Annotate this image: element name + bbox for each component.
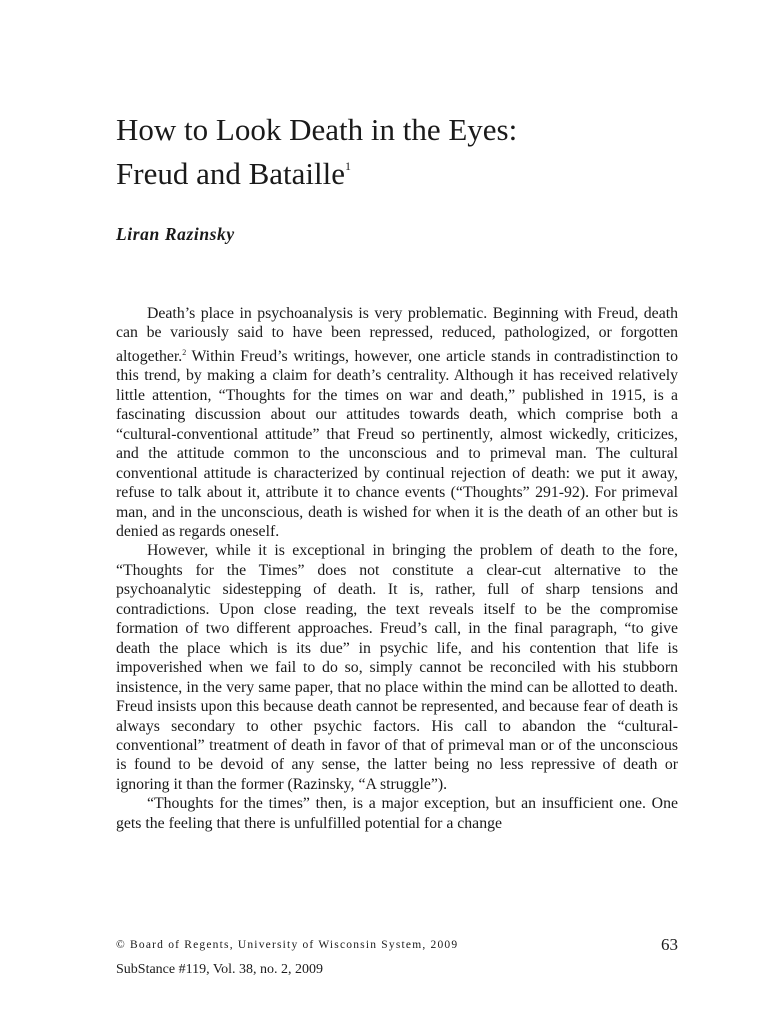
author-name: Liran Razinsky (116, 224, 235, 244)
paragraph-1-part-b: Within Freud’s writings, however, one article stands in contradistinction to this trend, by making a claim for death’s centrality. Although it has received relatively little attention, “Thoughts for the times on war and death,” published in 1915, is a fascinating discussion about our attitudes towards death, which comprise both a “cultural-conventional attitude” that Freud so pertinently, almost wickedly, criticizes, and the attitude common to the unconscious and to primeval man. The cultural conventional attitude is characterized by continual rejection of death: we put it away, refuse to talk about it, attribute it to chance events (“Thoughts” 291-92). For primeval man, and in the unconscious, death is wished for when it is the death of an other but is denied as regards oneself. (116, 347, 678, 540)
footer (116, 937, 678, 957)
paragraph-1 (116, 304, 678, 541)
paragraph-3: “Thoughts for the times” then, is a major exception, but an insufficient one. One gets the feeling that there is unfulfilled potential for a change (116, 795, 678, 832)
page-number: 63 (661, 935, 678, 954)
title-line-2: Freud and Bataille (116, 156, 345, 191)
journal-citation: SubStance #119, Vol. 38, no. 2, 2009 (116, 962, 324, 977)
title-line-1: How to Look Death in the Eyes: (116, 112, 518, 147)
article-title (116, 112, 676, 192)
paragraph-2: However, while it is exceptional in bringing the problem of death to the fore, “Thoughts for the Times” does not constitute a clear-cut alternative to the psychoanalytic sidestepping of death. It is, rather, full of sharp tensions and contradictions. Upon close reading, the text reveals itself to be the compromise formation of two different approaches. Freud’s call, in the final paragraph, “to give death the place which is its due” in psychic life, and his contention that life is impoverished when we fail to do so, simply cannot be reconciled with his stubborn insistence, in the very same paper, that no place within the mind can be allotted to death. Freud insists upon this because death cannot be represented, and because fear of death is always secondary to other psychic factors. His call to abandon the “cultural-conventional” treatment of death in favor of that of primeval man or of the unconscious is found to be devoid of any sense, the latter being no less repressive of death or ignoring it than the former (Razinsky, “A struggle”). (116, 542, 678, 793)
footnote-marker-2: 2 (182, 347, 187, 357)
title-footnote-marker: 1 (345, 159, 351, 173)
article-body (116, 304, 678, 833)
copyright-notice: © Board of Regents, University of Wisconsin System, 2009 (116, 939, 459, 951)
paragraph-1-part-a: Death’s place in psychoanalysis is very problematic. Beginning with Freud, death can be variously said to have been repressed, reduced, pathologized, or forgotten altogether. (116, 305, 678, 365)
